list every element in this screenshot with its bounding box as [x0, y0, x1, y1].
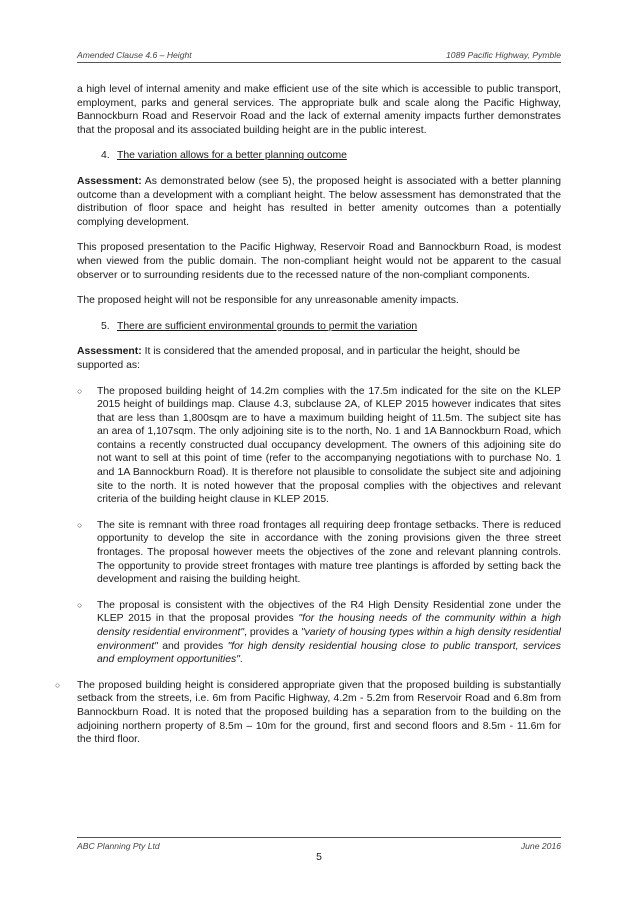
bullet-marker-icon: ○: [77, 385, 83, 396]
bullet-marker-icon: ○: [77, 599, 83, 610]
intro-paragraph: a high level of internal amenity and make efficient use of the site which is accessible to public transport, employment, parks and general services. The appropriate bulk and scale along the Pacific Highway, Bannockburn Road and Reservoir Road and the lack of external amenity impacts further demonstrates that the proposal and its associated building height are in the public interest.: [77, 84, 561, 136]
bullet-3-mid-2: and provides: [157, 640, 228, 652]
heading-5-text: There are sufficient environmental grounds to permit the variation: [117, 320, 418, 332]
heading-4: [101, 149, 561, 163]
assessment-5-label: Assessment:: [77, 346, 142, 358]
bullet-3-pre: The proposal is consistent with the objectives of the R4 High Density Residential zone under the KLEP 2015 in that the proposal provides: [97, 599, 561, 625]
heading-4-number: 4.: [101, 150, 110, 162]
heading-5-number: 5.: [101, 320, 110, 332]
bullet-marker-icon: ○: [77, 519, 83, 530]
amenity-paragraph: The proposed height will not be responsible for any unreasonable amenity impacts.: [77, 295, 459, 307]
bullet-3-mid-1: , provides a: [244, 627, 301, 638]
assessment-4: [77, 175, 561, 229]
heading-5: [101, 320, 561, 334]
heading-4-text: The variation allows for a better planning outcome: [117, 150, 347, 162]
footer-left: ABC Planning Pty Ltd: [77, 841, 160, 851]
bullet-item: [55, 679, 561, 747]
page-number: 5: [316, 852, 322, 863]
header-left: Amended Clause 4.6 – Height: [77, 50, 192, 60]
footer-right: June 2016: [520, 841, 561, 851]
bullet-text: [97, 599, 561, 667]
bullet-3-quote-2: "variety of housing types within a high density residential environment": [97, 627, 561, 652]
bullet-item: [77, 599, 561, 667]
assessment-4-label: Assessment:: [77, 175, 142, 187]
presentation-paragraph: This proposed presentation to the Pacific Highway, Reservoir Road and Bannockburn Road, is modest when viewed from the public domain. The non-compliant height would not be apparent to the casual observer or to surrounding residents due to the recessed nature of the non-compliant components.: [77, 242, 561, 281]
bullet-3-end: .: [239, 654, 243, 666]
bullet-3-quote-1: "for the housing needs of the community within a high density residential environment": [97, 613, 562, 638]
header-right: 1089 Pacific Highway, Pymble: [446, 50, 561, 60]
bullet-item: [77, 385, 561, 507]
assessment-5-text: It is considered that the amended proposal, and in particular the height, should be supported as:: [77, 346, 521, 371]
page-header: [77, 48, 561, 63]
assessment-5: [77, 345, 561, 372]
bullet-marker-icon: ○: [55, 679, 61, 690]
assessment-4-text: As demonstrated below (see 5), the proposed height is associated with a better planning outcome than a development with a compliant height. The below assessment has demonstrated that the distribution of floor space and height has resulted in better amenity outcomes than a potentially complying development.: [77, 175, 561, 228]
bullet-text: The site is remnant with three road frontages all requiring deep frontage setbacks. There is reduced opportunity to develop the site in accordance with the zoning provisions given the three street frontages. The proposal however meets the objectives of the zone and relevant planning controls. The opportunity to provide street frontages with mature tree plantings is afforded by setting back the development and raising the building height.: [97, 519, 561, 586]
bullet-text: The proposed building height of 14.2m complies with the 17.5m indicated for the site on the KLEP 2015 height of buildings map. Clause 4.3, subclause 2A, of KLEP 2015 however indicates that sites that are less than 1,800sqm are to have a maximum building height of 11.5m. The subject site has an area of 1,107sqm. The only adjoining site is to the north, No. 1 and 1A Bannockburn Road, which contains a recently constructed dual occupancy development. The owners of this adjoining site do not want to sell at this point of time (refer to the accompanying negotiations with to purchase No. 1 and 1A Bannockburn Road). It is therefore not plausible to consolidate the subject site and adjoining site to the north. It is noted however that the proposal complies with the objectives and relevant criteria of the building height clause in KLEP 2015.: [97, 385, 561, 506]
bullet-3-quote-3: "for high density residential housing close to public transport, services and employment opportunities": [97, 640, 561, 666]
page-body: [55, 83, 562, 759]
bullet-item: [77, 519, 561, 587]
bullet-text: The proposed building height is considered appropriate given that the proposed building is substantially setback from the streets, i.e. 6m from Pacific Highway, 4.2m - 5.2m from Reservoir Road and 6.8m from Bannockburn Road. It is noted that the proposed building has a separation from to the building on the adjoining northern property of 8.5m – 10m for the ground, first and second floors and 8.5m - 11.6m for the third floor.: [77, 679, 561, 746]
page-footer: [77, 837, 561, 852]
